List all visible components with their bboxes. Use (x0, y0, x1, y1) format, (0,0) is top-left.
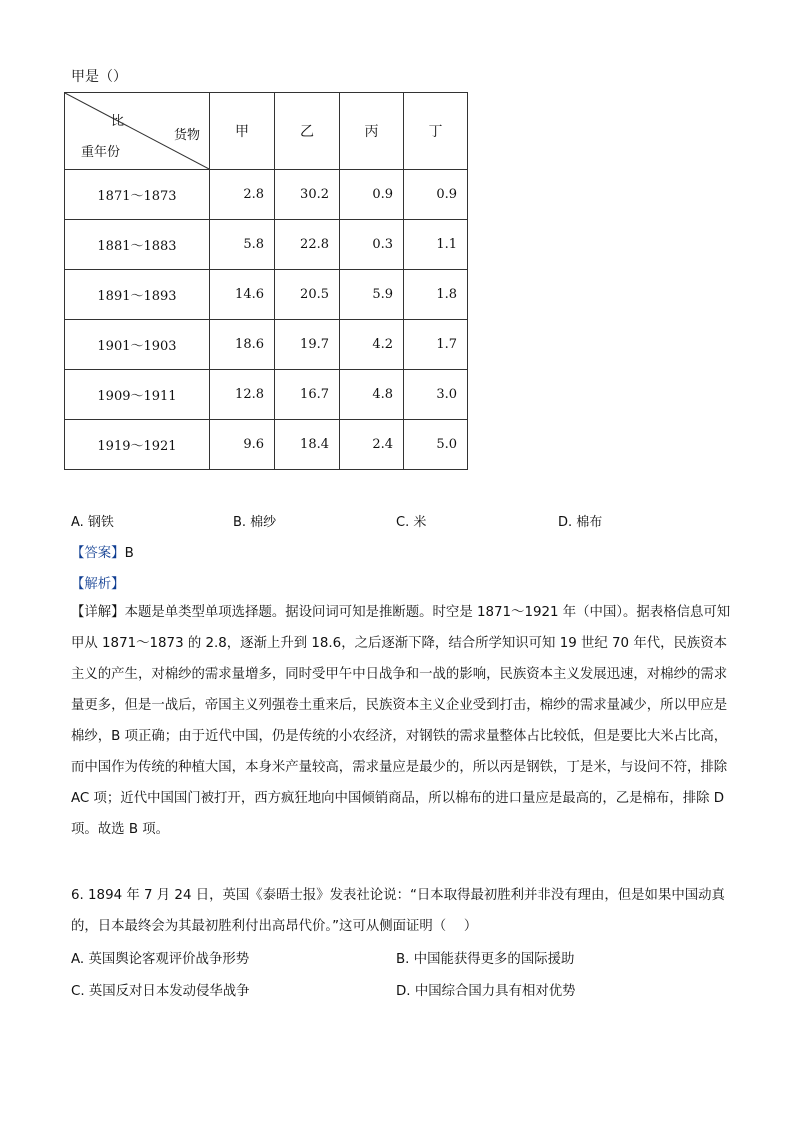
detail-label: 【详解】 (71, 605, 125, 620)
value-cell: 30.2 (275, 170, 340, 220)
period-cell: 1901～1903 (65, 320, 210, 370)
value-cell: 0.9 (340, 170, 404, 220)
value-cell: 20.5 (275, 270, 340, 320)
corner-label-year: 重年份 (81, 145, 121, 160)
answer-value: B (124, 546, 134, 561)
table-row (65, 170, 468, 220)
value-cell: 18.6 (210, 320, 275, 370)
value-cell: 16.7 (275, 370, 340, 420)
q6-option-a[interactable]: A. 英国舆论客观评价战争形势 (71, 952, 250, 967)
value-cell: 4.2 (340, 320, 404, 370)
question-6-stem: 6. 1894 年 7 月 24 日，英国《泰晤士报》发表社论说：“日本取得最初胜利并非没有理由，但是如果中国动真的，日本最终会为其最初胜利付出高昂代价。”这可从侧面证明（ ） (71, 888, 725, 934)
period-cell: 1909～1911 (65, 370, 210, 420)
column-header: 甲 (210, 93, 275, 170)
detail-text: 本题是单类型单项选择题。据设问词可知是推断题。时空是 1871～1921 年（中国）。据表格信息可知甲从 1871～1873 的 2.8，逐渐上升到 18.6，之后逐渐下降，结合所学知识可知 19 世纪 70 年代，民族资本主义的产生，对棉纱的需求量增多，同时受甲午中日战争和一战的影响，民族资本主义发展迅速，对棉纱的需求量更多，但是一战后，帝国主义列强卷土重来后，民族资本主义企业受到打击，棉纱的需求量减少，所以甲应是棉纱，B 项正确；由于近代中国，仍是传统的小农经济，对钢铁的需求量整体占比较低，但是要比大米占比高，而中国作为传统的种植大国，本身米产量较高，需求量应是最少的，所以丙是钢铁，丁是米，与设问不符，排除 AC 项；近代中国国门被打开，西方疯狂地向中国倾销商品，所以棉布的进口量应是最高的，乙是棉布，排除 D 项。故选 B 项。 (71, 605, 731, 837)
value-cell: 22.8 (275, 220, 340, 270)
value-cell: 1.7 (404, 320, 468, 370)
table-row (65, 270, 468, 320)
value-cell: 0.9 (404, 170, 468, 220)
value-cell: 2.8 (210, 170, 275, 220)
table-row (65, 320, 468, 370)
period-cell: 1881～1883 (65, 220, 210, 270)
value-cell: 0.3 (340, 220, 404, 270)
answer-label: 【答案】 (71, 546, 125, 561)
value-cell: 1.1 (404, 220, 468, 270)
analysis-label: 【解析】 (71, 577, 125, 592)
column-header: 丙 (340, 93, 404, 170)
q6-option-c[interactable]: C. 英国反对日本发动侵华战争 (71, 984, 250, 999)
value-cell: 1.8 (404, 270, 468, 320)
option-c[interactable]: C. 米 (396, 515, 427, 530)
period-cell: 1919～1921 (65, 420, 210, 470)
corner-label-top: 比 (111, 114, 125, 129)
column-header: 乙 (275, 93, 340, 170)
period-cell: 1891～1893 (65, 270, 210, 320)
value-cell: 2.4 (340, 420, 404, 470)
value-cell: 18.4 (275, 420, 340, 470)
table-header-row (65, 93, 468, 170)
value-cell: 4.8 (340, 370, 404, 420)
value-cell: 9.6 (210, 420, 275, 470)
option-d[interactable]: D. 棉布 (558, 515, 603, 530)
period-cell: 1871～1873 (65, 170, 210, 220)
value-cell: 3.0 (404, 370, 468, 420)
answer-line (71, 542, 134, 561)
value-cell: 5.8 (210, 220, 275, 270)
option-a[interactable]: A. 钢铁 (71, 515, 114, 530)
value-cell: 12.8 (210, 370, 275, 420)
value-cell: 5.9 (340, 270, 404, 320)
table-row (65, 370, 468, 420)
table-row (65, 420, 468, 470)
table-row (65, 220, 468, 270)
value-cell: 14.6 (210, 270, 275, 320)
column-header: 丁 (404, 93, 468, 170)
cargo-table (64, 92, 468, 470)
value-cell: 19.7 (275, 320, 340, 370)
value-cell: 5.0 (404, 420, 468, 470)
q6-option-b[interactable]: B. 中国能获得更多的国际援助 (396, 952, 575, 967)
option-b[interactable]: B. 棉纱 (233, 515, 277, 530)
corner-header-cell (65, 93, 210, 170)
q6-option-d[interactable]: D. 中国综合国力具有相对优势 (396, 984, 576, 999)
question-stem: 甲是（） (71, 69, 127, 85)
detail-paragraph (71, 597, 731, 845)
corner-label-goods: 货物 (174, 128, 201, 143)
